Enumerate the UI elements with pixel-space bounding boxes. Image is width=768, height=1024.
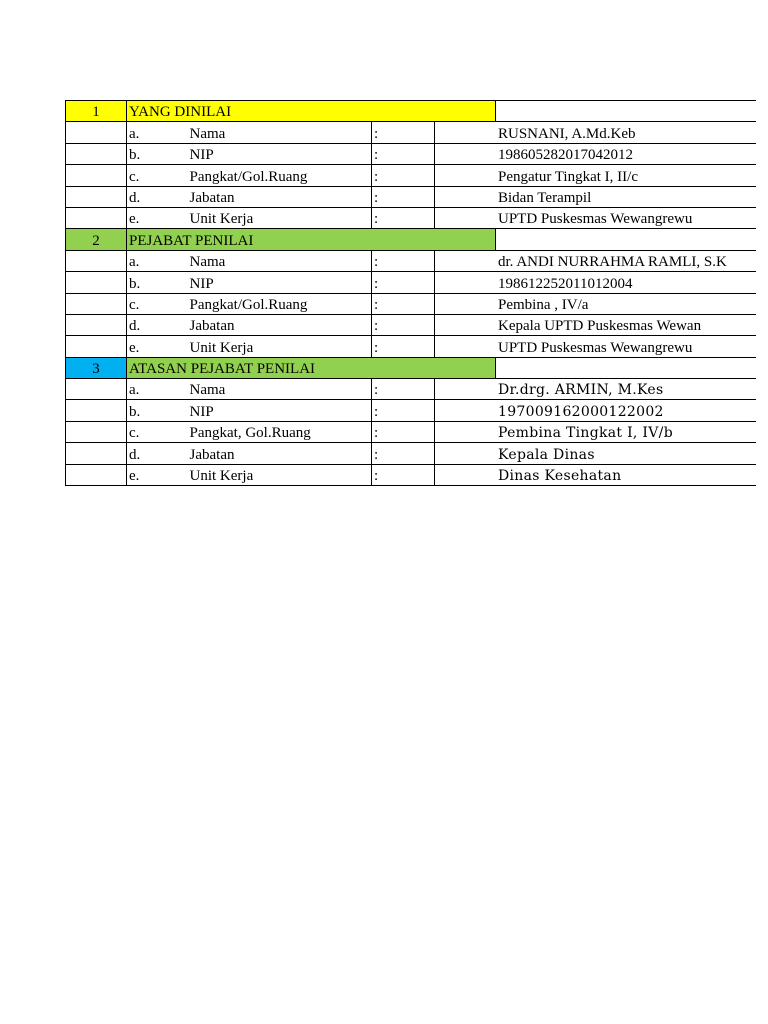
item-letter-cell[interactable]: b. — [127, 143, 190, 164]
table-row — [66, 336, 756, 357]
table-row — [66, 186, 756, 207]
number-cell-empty[interactable] — [66, 143, 127, 164]
spreadsheet-view — [65, 100, 727, 486]
number-cell-empty[interactable] — [66, 464, 127, 485]
item-label-cell[interactable]: Nama — [190, 250, 372, 271]
colon-cell[interactable]: : — [372, 165, 435, 186]
trailing-cell[interactable] — [621, 443, 756, 464]
empty-cell[interactable] — [496, 229, 756, 250]
colon-cell[interactable]: : — [372, 314, 435, 335]
item-letter-cell[interactable]: e. — [127, 336, 190, 357]
table-row — [66, 272, 756, 293]
item-label-cell[interactable]: Jabatan — [190, 443, 372, 464]
item-value-cell[interactable]: Kepala UPTD Puskesmas Wewan — [435, 314, 621, 335]
section-title-cell[interactable]: YANG DINILAI — [127, 101, 496, 122]
item-label-cell[interactable]: NIP — [190, 143, 372, 164]
item-letter-cell[interactable]: a. — [127, 122, 190, 143]
item-value-cell[interactable]: Dinas Kesehatan — [435, 464, 621, 485]
colon-cell[interactable]: : — [372, 400, 435, 421]
table-row — [66, 165, 756, 186]
colon-cell[interactable]: : — [372, 336, 435, 357]
item-label-cell[interactable]: Unit Kerja — [190, 207, 372, 228]
item-letter-cell[interactable]: b. — [127, 400, 190, 421]
item-label-cell[interactable]: Jabatan — [190, 186, 372, 207]
table-row — [66, 293, 756, 314]
item-value-cell[interactable]: Pengatur Tingkat I, II/c — [435, 165, 621, 186]
table-row — [66, 464, 756, 485]
item-value-cell[interactable]: Kepala Dinas — [435, 443, 621, 464]
item-value-cell[interactable]: Dr.drg. ARMIN, M.Kes — [435, 379, 621, 400]
item-value-cell[interactable]: dr. ANDI NURRAHMA RAMLI, S.K — [435, 250, 621, 271]
item-letter-cell[interactable]: c. — [127, 165, 190, 186]
number-cell-empty[interactable] — [66, 186, 127, 207]
trailing-cell[interactable] — [621, 122, 756, 143]
item-label-cell[interactable]: Nama — [190, 379, 372, 400]
number-cell-empty[interactable] — [66, 314, 127, 335]
item-value-cell[interactable]: Bidan Terampil — [435, 186, 621, 207]
item-value-cell[interactable]: 198612252011012004 — [435, 272, 621, 293]
section-number-cell[interactable]: 3 — [66, 357, 127, 378]
item-label-cell[interactable]: Pangkat/Gol.Ruang — [190, 165, 372, 186]
section-title-cell[interactable]: PEJABAT PENILAI — [127, 229, 496, 250]
colon-cell[interactable]: : — [372, 207, 435, 228]
number-cell-empty[interactable] — [66, 250, 127, 271]
trailing-cell[interactable] — [621, 186, 756, 207]
colon-cell[interactable]: : — [372, 421, 435, 442]
section-number-cell[interactable]: 2 — [66, 229, 127, 250]
number-cell-empty[interactable] — [66, 400, 127, 421]
item-label-cell[interactable]: NIP — [190, 272, 372, 293]
item-letter-cell[interactable]: d. — [127, 443, 190, 464]
colon-cell[interactable]: : — [372, 143, 435, 164]
section-header-row — [66, 101, 756, 122]
item-label-cell[interactable]: Pangkat/Gol.Ruang — [190, 293, 372, 314]
colon-cell[interactable]: : — [372, 272, 435, 293]
colon-cell[interactable]: : — [372, 293, 435, 314]
number-cell-empty[interactable] — [66, 443, 127, 464]
table-row — [66, 122, 756, 143]
item-letter-cell[interactable]: d. — [127, 186, 190, 207]
section-title-cell[interactable]: ATASAN PEJABAT PENILAI — [127, 357, 496, 378]
number-cell-empty[interactable] — [66, 336, 127, 357]
item-letter-cell[interactable]: a. — [127, 379, 190, 400]
table-row — [66, 143, 756, 164]
number-cell-empty[interactable] — [66, 165, 127, 186]
item-value-cell[interactable]: RUSNANI, A.Md.Keb — [435, 122, 621, 143]
item-label-cell[interactable]: Jabatan — [190, 314, 372, 335]
number-cell-empty[interactable] — [66, 272, 127, 293]
table-body — [66, 101, 756, 486]
item-label-cell[interactable]: Nama — [190, 122, 372, 143]
colon-cell[interactable]: : — [372, 186, 435, 207]
item-label-cell[interactable]: NIP — [190, 400, 372, 421]
table-row — [66, 443, 756, 464]
section-number-cell[interactable]: 1 — [66, 101, 127, 122]
item-label-cell[interactable]: Unit Kerja — [190, 336, 372, 357]
item-value-cell[interactable]: UPTD Puskesmas Wewangrewu — [435, 207, 621, 228]
trailing-cell[interactable] — [621, 143, 756, 164]
item-value-cell[interactable]: 198605282017042012 — [435, 143, 621, 164]
item-value-cell[interactable]: Pembina Tingkat I, IV/b — [435, 421, 621, 442]
number-cell-empty[interactable] — [66, 421, 127, 442]
number-cell-empty[interactable] — [66, 122, 127, 143]
colon-cell[interactable]: : — [372, 379, 435, 400]
number-cell-empty[interactable] — [66, 293, 127, 314]
table-row — [66, 314, 756, 335]
number-cell-empty[interactable] — [66, 207, 127, 228]
colon-cell[interactable]: : — [372, 250, 435, 271]
trailing-cell[interactable] — [621, 293, 756, 314]
section-header-row — [66, 357, 756, 378]
table-row — [66, 207, 756, 228]
item-letter-cell[interactable]: a. — [127, 250, 190, 271]
trailing-cell[interactable] — [621, 272, 756, 293]
table-row — [66, 379, 756, 400]
item-label-cell[interactable]: Pangkat, Gol.Ruang — [190, 421, 372, 442]
item-letter-cell[interactable]: e. — [127, 207, 190, 228]
trailing-cell[interactable] — [621, 464, 756, 485]
colon-cell[interactable]: : — [372, 443, 435, 464]
item-label-cell[interactable]: Unit Kerja — [190, 464, 372, 485]
item-value-cell[interactable]: Pembina , IV/a — [435, 293, 621, 314]
item-letter-cell[interactable]: c. — [127, 293, 190, 314]
item-letter-cell[interactable]: c. — [127, 421, 190, 442]
item-value-cell[interactable]: 197009162000122002 — [435, 400, 621, 421]
table-row — [66, 400, 756, 421]
section-header-row — [66, 229, 756, 250]
trailing-cell[interactable] — [621, 165, 756, 186]
table-row — [66, 250, 756, 271]
colon-cell[interactable]: : — [372, 122, 435, 143]
item-letter-cell[interactable]: e. — [127, 464, 190, 485]
number-cell-empty[interactable] — [66, 379, 127, 400]
empty-cell[interactable] — [496, 101, 756, 122]
assessment-identity-table — [65, 100, 756, 486]
item-value-cell[interactable]: UPTD Puskesmas Wewangrewu — [435, 336, 621, 357]
colon-cell[interactable]: : — [372, 464, 435, 485]
empty-cell[interactable] — [496, 357, 756, 378]
item-letter-cell[interactable]: b. — [127, 272, 190, 293]
table-row — [66, 421, 756, 442]
item-letter-cell[interactable]: d. — [127, 314, 190, 335]
